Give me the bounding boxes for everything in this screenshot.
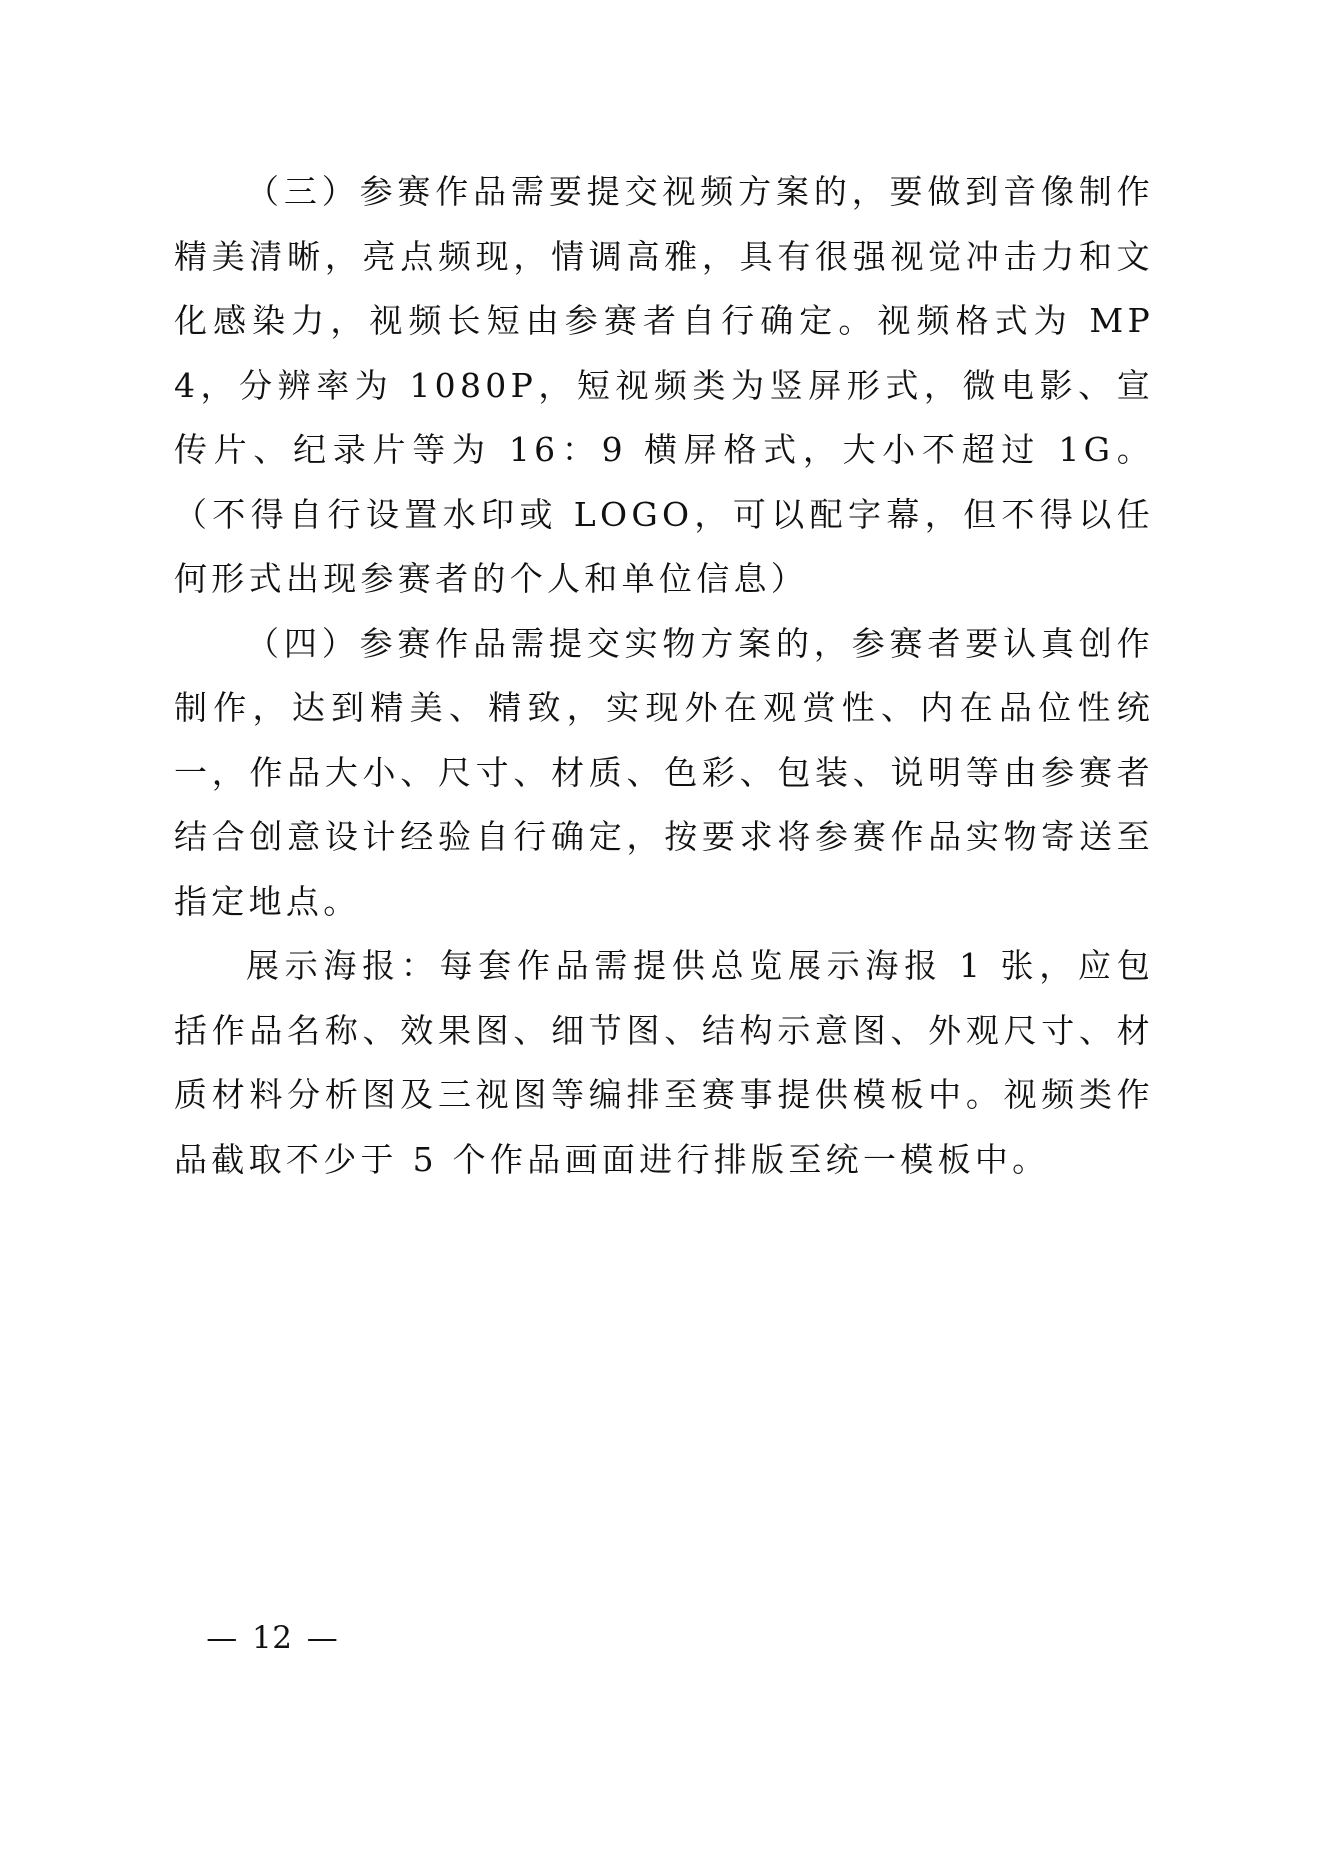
page-number: 12 [252, 1620, 293, 1656]
document-body [174, 160, 1154, 1192]
footer-left-dash: — [206, 1620, 238, 1656]
footer-right-dash: — [306, 1620, 339, 1656]
paragraph-video-submission: （三）参赛作品需要提交视频方案的，要做到音像制作精美清晰，亮点频现，情调高雅，具有很强视觉冲击力和文化感染力，视频长短由参赛者自行确定。视频格式为 MP4，分辨率为 1080P，短视频类为竖屏形式，微电影、宣传片、纪录片等为 16：9 横屏格式，大小不超过 1G。（不得自行设置水印或 LOGO，可以配字幕，但不得以任何形式出现参赛者的个人和单位信息） [174, 172, 1154, 598]
paragraph-physical-submission: （四）参赛作品需提交实物方案的，参赛者要认真创作制作，达到精美、精致，实现外在观赏性、内在品位性统一，作品大小、尺寸、材质、色彩、包装、说明等由参赛者结合创意设计经验自行确定，按要求将参赛作品实物寄送至指定地点。 [174, 623, 1154, 921]
page-footer [202, 1616, 362, 1660]
paragraph-poster: 展示海报：每套作品需提供总览展示海报 1 张，应包括作品名称、效果图、细节图、结构示意图、外观尺寸、材质材料分析图及三视图等编排至赛事提供模板中。视频类作品截取不少于 5 个作品画面进行排版至统一模板中。 [174, 946, 1154, 1179]
